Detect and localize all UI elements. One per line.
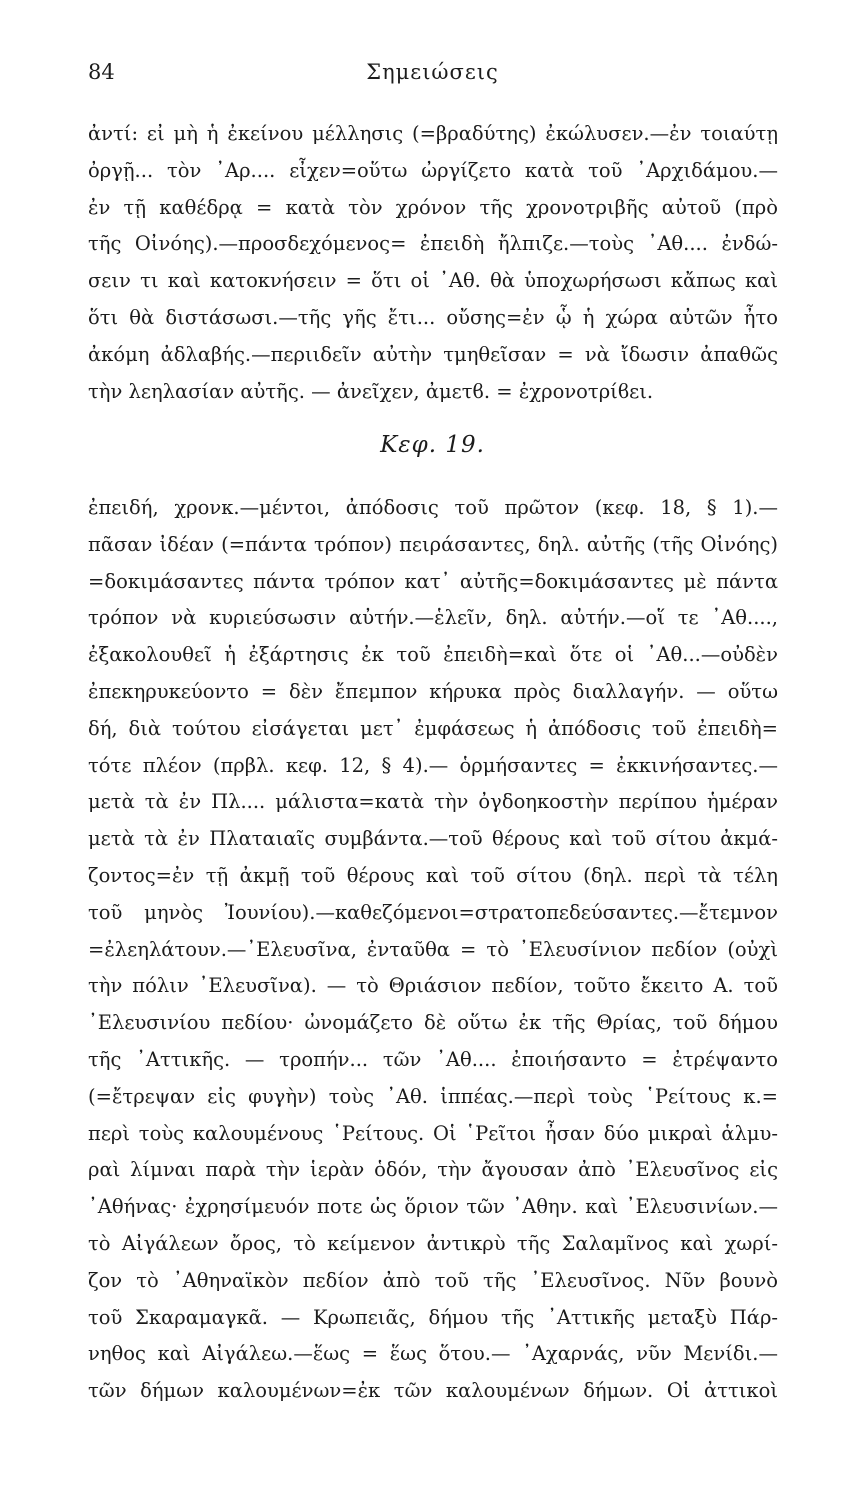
text-line: ᾿Αθήνας· ἐχρησίμευόν ποτε ὡς ὅριον τῶν ᾿Αθην. καὶ ᾿Ελευσινίων.—: [88, 1195, 778, 1219]
text-line: σειν τι καὶ κατοκνήσειν = ὅτι οἱ ᾿Αθ. θὰ ὑποχωρήσωσι κἄπως καὶ: [88, 269, 778, 293]
text-line: ἐν τῇ καθέδρᾳ = κατὰ τὸν χρόνον τῆς χρονοτριβῆς αὐτοῦ (πρὸ: [88, 195, 778, 219]
text-line: τὴν λεηλασίαν αὐτῆς. — ἀνεῖχεν, ἀμετϐ. = ἐχρονοτρίϐει.: [88, 379, 654, 403]
text-line: ραὶ λίμναι παρὰ τὴν ἱερὰν ὁδόν, τὴν ἄγουσαν ἀπὸ ᾿Ελευσῖνος εἰς: [88, 1158, 778, 1182]
text-line: ἀντί: εἰ μὴ ἡ ἐκείνου μέλλησις (=βραδύτης) ἐκώλυσεν.—ἐν τοιαύτῃ: [88, 122, 778, 145]
page-header: [88, 60, 777, 94]
text-line: μετὰ τὰ ἐν Πλ.... μάλιστα=κατὰ τὴν ὀγδοηκοστὴν περίπου ἡμέραν: [88, 790, 778, 814]
text-line: τὸ Αἰγάλεων ὄρος, τὸ κείμενον ἀντικρὺ τῆς Σαλαμῖνος καὶ χωρί-: [88, 1231, 778, 1255]
text-line: ἐπειδή, χρονκ.—μέντοι, ἀπόδοσις τοῦ πρῶτον (κεφ. 18, § 1).—: [88, 496, 778, 519]
text-line: δή, διὰ τούτου εἰσάγεται μετ᾿ ἐμφάσεως ἡ ἀπόδοσις τοῦ ἐπειδὴ=: [88, 716, 778, 740]
running-head: Σημειώσεις: [366, 60, 499, 84]
text-line: ἀκόμη ἀδλαβής.—περιιδεῖν αὐτὴν τμηθεῖσαν = νὰ ἴδωσιν ἀπαθῶς: [88, 342, 778, 366]
text-line: νηθος καὶ Αἰγάλεω.—ἕως = ἕως ὅτου.— ᾿Αχαρνάς, νῦν Μενίδι.—: [88, 1342, 778, 1366]
text-line: ἐπεκηρυκεύοντο = δὲν ἔπεμπον κήρυκα πρὸς διαλλαγήν. — οὕτω: [88, 679, 778, 703]
text-line: τοῦ μηνὸς Ἰουνίου).—καθεζόμενοι=στρατοπεδεύσαντες.—ἔτεμνον: [88, 900, 778, 924]
text-line: ζον τὸ ᾿Αθηναϊκὸν πεδίον ἀπὸ τοῦ τῆς ᾿Ελευσῖνος. Νῦν βουνὸ: [88, 1268, 778, 1292]
text-line: περὶ τοὺς καλουμένους ῾Ρείτους. Οἱ ῾Ρεῖτοι ἦσαν δύο μικραὶ ἁλμυ-: [88, 1121, 778, 1145]
text-line: τῆς Οἰνόης).—προσδεχόμενος= ἐπειδὴ ἤλπιζε.—τοὺς ᾿Αθ.... ἐνδώ-: [88, 232, 778, 256]
text-line: τὴν πόλιν ᾿Ελευσῖνα). — τὸ Θριάσιον πεδίον, τοῦτο ἔκειτο Α. τοῦ: [88, 974, 778, 998]
text-line: =δοκιμάσαντες πάντα τρόπον κατ᾿ αὐτῆς=δοκιμάσαντες μὲ πάντα: [88, 569, 778, 593]
text-line: τῶν δήμων καλουμένων=ἐκ τῶν καλουμένων δήμων. Οἱ ἀττικοὶ: [88, 1379, 778, 1403]
text-line: ὀργῇ... τὸν ᾿Αρ.... εἶχεν=οὕτω ὠργίζετο κατὰ τοῦ ᾿Αρχιδάμου.—: [88, 158, 778, 182]
text-line: =ἐλεηλάτουν.—᾿Ελευσῖνα, ἐνταῦθα = τὸ ᾿Ελευσίνιον πεδίον (οὐχὶ: [88, 937, 778, 961]
text-line: τῆς ᾿Αττικῆς. — τροπήν... τῶν ᾿Αθ.... ἐποιήσαντο = ἐτρέψαντο: [88, 1047, 778, 1071]
text-line: ζοντος=ἐν τῇ ἀκμῇ τοῦ θέρους καὶ τοῦ σίτου (δηλ. περὶ τὰ τέλη: [88, 863, 778, 887]
text-line: (=ἔτρεψαν εἰς φυγὴν) τοὺς ᾿Αθ. ἱππέας.—περὶ τοὺς ῾Ρείτους κ.=: [88, 1084, 778, 1108]
notes-paragraph-1: [88, 116, 778, 410]
text-line: ὅτι θὰ διστάσωσι.—τῆς γῆς ἔτι... οὔσης=ἐν ᾧ ἡ χώρα αὐτῶν ἦτο: [88, 305, 778, 329]
page-number: 84: [88, 60, 115, 84]
text-line: τρόπον νὰ κυριεύσωσιν αὐτήν.—ἑλεῖν, δηλ. αὐτήν.—οἵ τε ᾿Αθ....,: [88, 606, 778, 630]
text-line: μετὰ τὰ ἐν Πλαταιαῖς συμβάντα.—τοῦ θέρους καὶ τοῦ σίτου ἀκμά-: [88, 827, 778, 851]
text-line: τότε πλέον (πρβλ. κεφ. 12, § 4).— ὁρμήσαντες = ἐκκινήσαντες.—: [88, 753, 778, 777]
text-line: ἐξακολουθεῖ ἡ ἐξάρτησις ἐκ τοῦ ἐπειδὴ=καὶ ὅτε οἱ ᾿Αθ...—οὐδὲν: [88, 643, 778, 667]
text-line: τοῦ Σκαραμαγκᾶ. — Κρωπειᾶς, δήμου τῆς ᾿Αττικῆς μεταξὺ Πάρ-: [88, 1305, 778, 1329]
chapter-heading: Κεφ. 19.: [380, 432, 485, 458]
text-line: ᾿Ελευσινίου πεδίου· ὠνομάζετο δὲ οὕτω ἐκ τῆς Θρίας, τοῦ δήμου: [88, 1011, 778, 1035]
text-line: πᾶσαν ἰδέαν (=πάντα τρόπον) πειράσαντες, δηλ. αὐτῆς (τῆς Οἰνόης): [88, 532, 778, 556]
notes-paragraph-2: [88, 490, 778, 1410]
